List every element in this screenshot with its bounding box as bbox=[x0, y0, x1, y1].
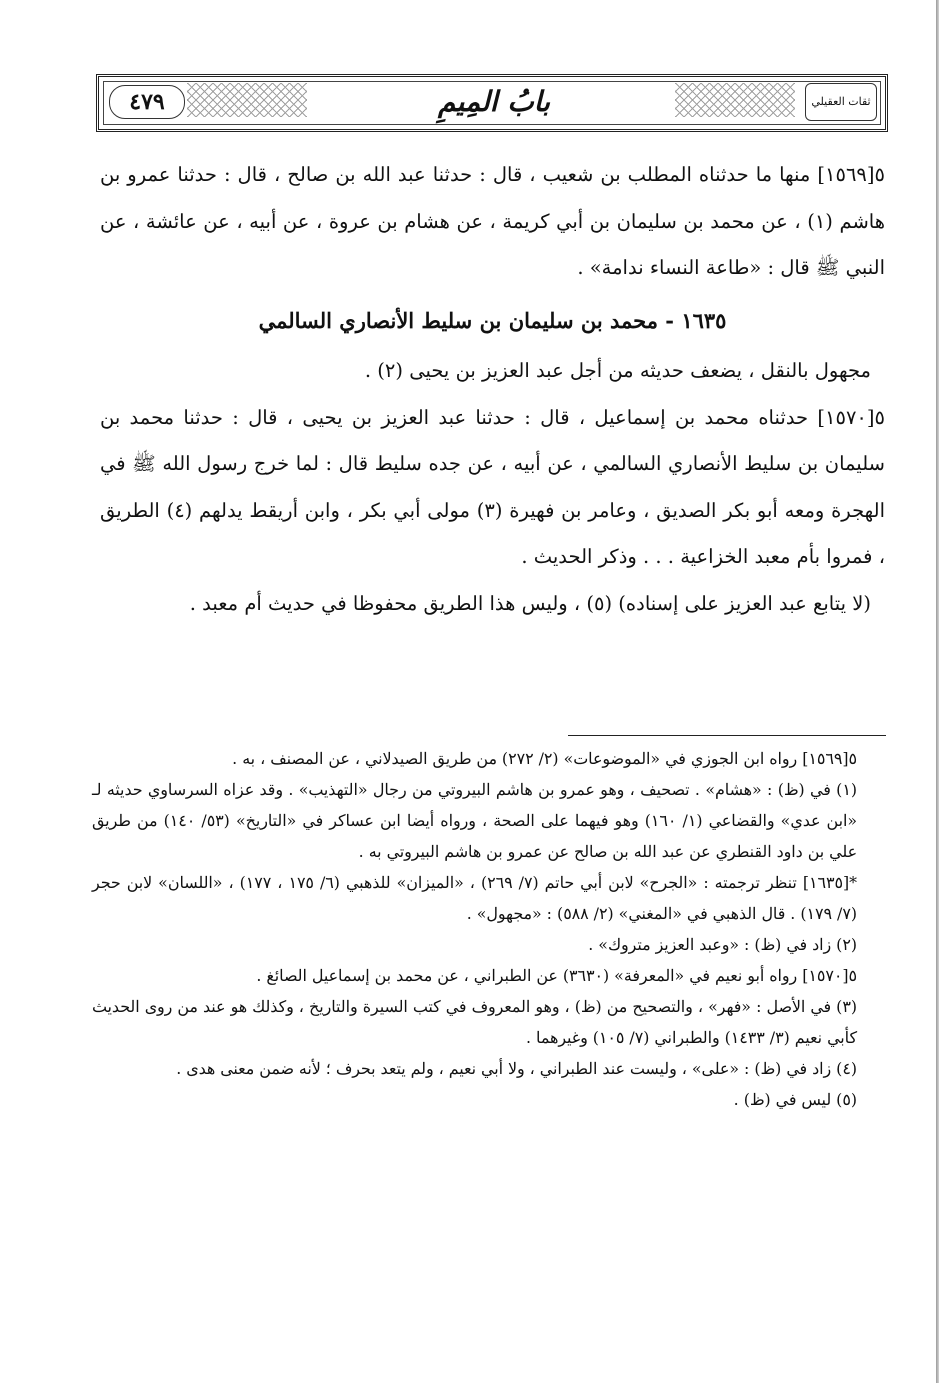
chapter-title: بابُ المِيمِ bbox=[437, 85, 550, 118]
narrator-judgement: مجهول بالنقل ، يضعف حديثه من أجل عبد العزيز بن يحيى (٢) . bbox=[364, 359, 871, 382]
footnote: (٤) زاد في (ظ) : «على» ، وليست عند الطبراني ، ولا أبي نعيم ، ولم يتعد بحرف ؛ لأنه ضمن معنى هدى . bbox=[176, 1059, 857, 1078]
footnote: ٥[١٥٧٠] رواه أبو نعيم في «المعرفة» (٣٦٣٠) عن الطبراني ، عن محمد بن إسماعيل الصائغ . bbox=[256, 966, 857, 985]
hadith-1570: ٥[١٥٧٠] حدثناه محمد بن إسماعيل ، قال : حدثنا عبد العزيز بن يحيى ، قال : حدثنا محمد بن سليمان بن سليط الأنصاري السالمي ، عن أبيه ، عن جده سليط قال : لما خرج رسول الله ﷺ في الهجرة ومعه أبو بكر الصديق ، وعامر بن فهيرة (٣) مولى أبي بكر ، وابن أريقط يدلهم (٤) الطريق ، فمروا بأم معبد الخزاعية . . . وذكر الحديث . bbox=[100, 405, 885, 568]
footnote: ٥[١٥٦٩] رواه ابن الجوزي في «الموضوعات» (٢/ ٢٧٢) من طريق الصيدلاني ، عن المصنف ، به . bbox=[232, 749, 857, 768]
page-number: ٤٧٩ bbox=[109, 85, 185, 119]
footnotes bbox=[92, 743, 885, 1115]
page-edge bbox=[936, 0, 939, 1383]
hadith-1569: ٥[١٥٦٩] منها ما حدثناه المطلب بن شعيب ، قال : حدثنا عبد الله بن صالح ، قال : حدثنا عمرو بن هاشم (١) ، عن محمد بن سليمان بن أبي كريمة ، عن هشام بن عروة ، عن أبيه ، عن عائشة ، عن النبي ﷺ قال : «طاعة النساء ندامة» . bbox=[100, 163, 886, 279]
footnote: (٣) في الأصل : «فهر» ، والتصحيح من (ظ) ، وهو المعروف في كتب السيرة والتاريخ ، وكذلك هو عند من روى الحديث كأبي نعيم (٣/ ١٤٣٣) والطبراني (٧/ ١٠٥) وغيرهما . bbox=[92, 997, 857, 1047]
footnote-separator bbox=[568, 735, 886, 736]
closing-remark: (لا يتابع عبد العزيز على إسناده) (٥) ، وليس هذا الطريق محفوظا في حديث أم معبد . bbox=[189, 591, 871, 615]
footnote: *[١٦٣٥] تنظر ترجمته : «الجرح» لابن أبي حاتم (٧/ ٢٦٩) ، «الميزان» للذهبي (٦/ ١٧٥ ، ١٧٧) ، «اللسان» لابن حجر (٧/ ١٧٩) . قال الذهبي في «المغني» (٢/ ٥٨٨) : «مجهول» . bbox=[92, 873, 858, 923]
footnote: (٥) ليس في (ظ) . bbox=[733, 1090, 857, 1109]
page-header bbox=[96, 74, 888, 132]
main-text bbox=[100, 152, 885, 627]
ornament-right bbox=[675, 83, 795, 117]
footnote: (٢) زاد في (ظ) : «وعبد العزيز متروك» . bbox=[588, 935, 857, 954]
book-seal: ثقات العقيلي bbox=[805, 83, 877, 121]
ornament-left bbox=[187, 83, 307, 117]
narrator-heading: ١٦٣٥ - محمد بن سليمان بن سليط الأنصاري السالمي bbox=[258, 307, 727, 333]
footnote: (١) في (ظ) : «هشام» . تصحيف ، وهو عمرو بن هاشم البيروتي من رجال «التهذيب» . وقد عزاه السرساوي حديثه لـ «ابن عدي» والقضاعي (١/ ١٦٠) وهو فيهما على الصحة ، ورواه أيضا ابن عساكر في «التاريخ» (٥٣/ ١٤٠) من طريق علي بن داود القنطري عن عبد الله بن صالح عن عمرو بن هاشم البيروتي به . bbox=[92, 780, 858, 861]
